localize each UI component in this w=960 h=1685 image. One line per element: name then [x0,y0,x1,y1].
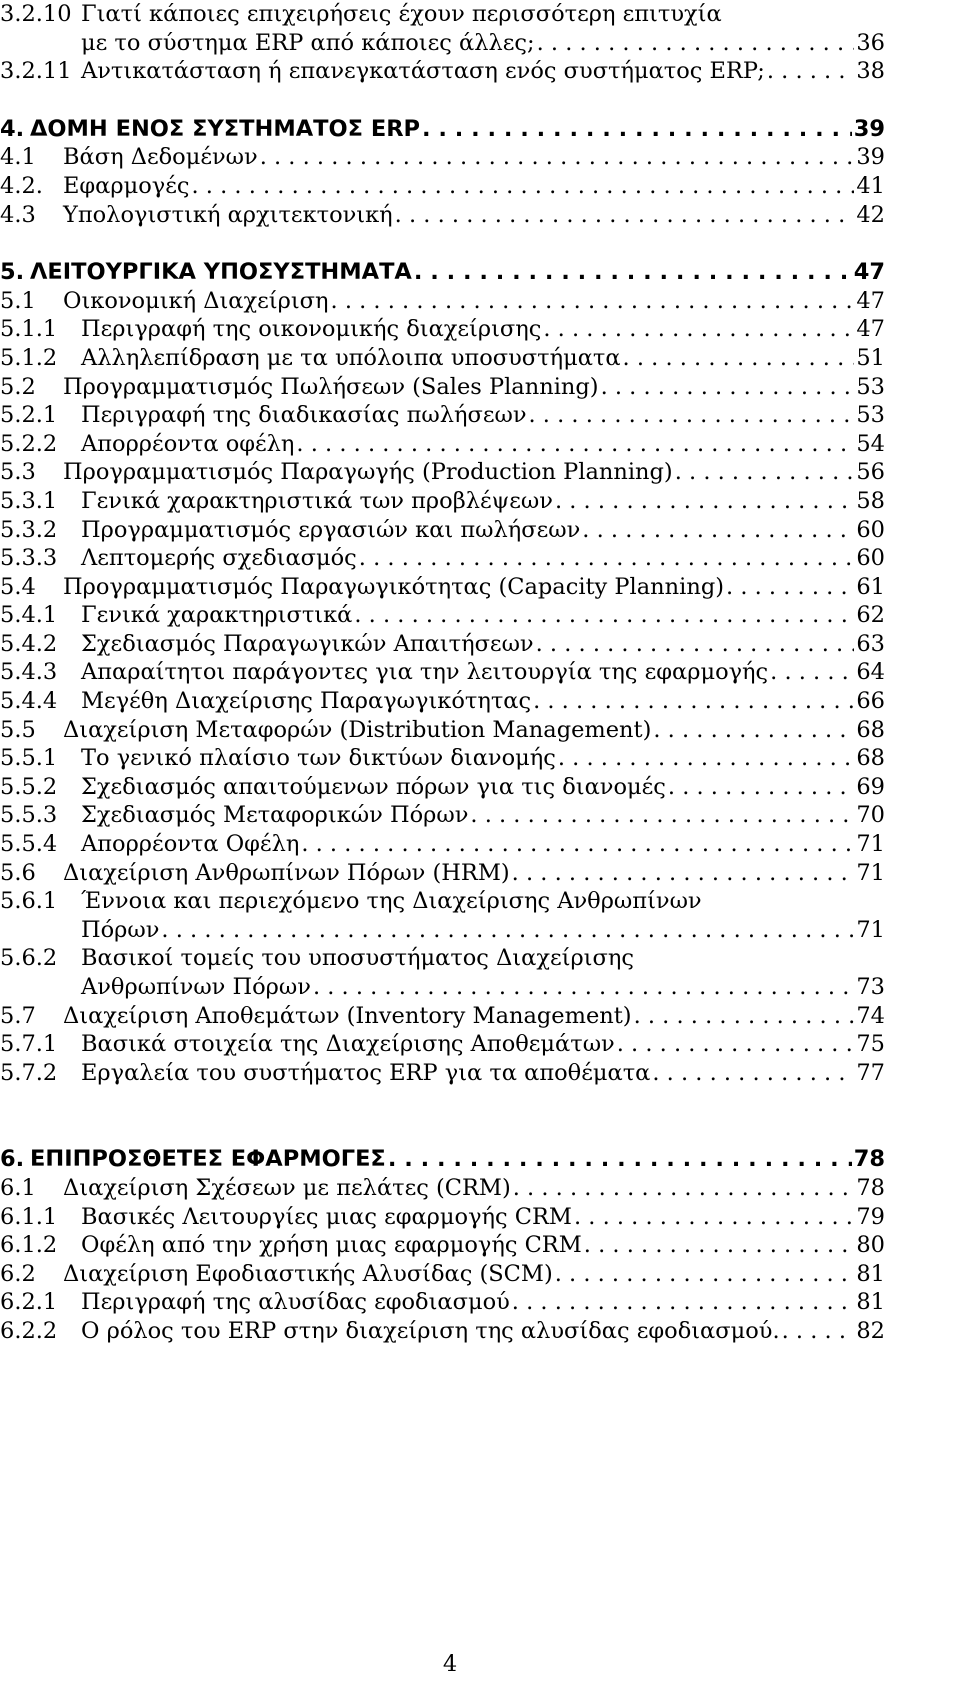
dot-leader [582,516,854,545]
toc-entry-number: 5.6.1 [0,888,58,915]
toc-entry-page: 58 [856,487,885,514]
toc-entry-title: Το γενικό πλαίσιο των δικτύων διανομής [81,745,556,772]
toc-entry-title: Λεπτομερής σχεδιασμός [81,545,357,572]
toc-entry-number: 5.1.2 [0,344,58,371]
toc-entry[interactable] [0,1317,885,1346]
page-number: 4 [442,1651,458,1677]
toc-entry-title: Προγραμματισμός εργασιών και πωλήσεων [81,516,581,543]
toc-entry-number: 6.1.1 [0,1203,58,1230]
toc-entry-title: Ο ρόλος του ERP στην διαχείριση της αλυσίδας εφοδιασμού. [81,1317,780,1344]
toc-entry-page: 47 [856,287,885,314]
toc-entry-page: 42 [856,201,885,228]
toc-entry-number: 5.4.3 [0,659,58,686]
toc-entry-number: 5.3 [0,459,36,486]
toc-entry[interactable] [0,1002,885,1031]
dot-leader [301,830,854,859]
toc-entry-page: 68 [856,716,885,743]
toc-entry-page: 47 [856,316,885,343]
toc-entry-title: ΛΕΙΤΟΥΡΓΙΚΑ ΥΠΟΣΥΣΤΗΜΑΤΑ [30,259,412,286]
toc-entry[interactable] [0,944,885,1001]
toc-chapter-entry[interactable] [0,115,885,144]
toc-entry[interactable] [0,516,885,545]
toc-entry[interactable] [0,1174,885,1203]
dot-leader [313,973,854,1002]
toc-entry[interactable] [0,315,885,344]
toc-entry-title: Περιγραφή της αλυσίδας εφοδιασμού [81,1289,510,1316]
toc-entry-page: 51 [856,344,885,371]
toc-entry-page: 62 [856,602,885,629]
toc-entry-title: Σχεδιασμός απαιτούμενων πόρων για τις διανομές [81,773,666,800]
toc-entry[interactable] [0,430,885,459]
toc-entry-page: 78 [856,1174,885,1201]
toc-entry[interactable] [0,344,885,373]
toc-entry-title: Περιγραφή της διαδικασίας πωλήσεων [81,402,527,429]
toc-entry-title: Γιατί κάποιες επιχειρήσεις έχουν περισσότερη επιτυχία [81,1,722,27]
toc-entry-number: 4. [0,115,25,142]
toc-entry-number: 5.1 [0,287,36,314]
toc-entry-title: Γενικά χαρακτηριστικά [81,602,353,629]
toc-entry-page: 61 [856,573,885,600]
section-gap [0,229,960,258]
toc-entry[interactable] [0,544,885,573]
toc-entry[interactable] [0,887,885,944]
toc-entry-title: Διαχείριση Μεταφορών (Distribution Management) [63,716,652,743]
toc-entry-title: Μεγέθη Διαχείρισης Παραγωγικότητας [81,688,532,715]
dot-leader [512,1288,855,1317]
toc-entry-page: 81 [856,1289,885,1316]
dot-leader [414,258,852,287]
dot-leader [623,344,855,373]
toc-entry-title: Απορρέοντα Οφέλη [81,831,300,858]
toc-entry-title: Αλληλεπίδραση με τα υπόλοιπα υποσυστήματα [81,344,621,371]
dot-leader [537,29,855,58]
toc-entry[interactable] [0,401,885,430]
toc-entry-number: 5.5.1 [0,745,58,772]
dot-leader [533,687,854,716]
toc-entry-number: 5.6.2 [0,945,58,972]
toc-entry-number: 5.3.3 [0,545,58,572]
dot-leader [422,115,852,144]
dot-leader [388,1145,852,1174]
toc-entry-title: Εργαλεία του συστήματος ERP για τα αποθέματα [81,1059,651,1086]
toc-entry-title: ΕΠΙΠΡΟΣΘΕΤΕΣ ΕΦΑΡΜΟΓΕΣ [30,1146,386,1173]
toc-entry[interactable] [0,1231,885,1260]
toc-entry-page: 38 [856,58,885,85]
toc-entry-number: 5.5 [0,716,36,743]
toc-entry[interactable] [0,1059,885,1088]
toc-entry[interactable] [0,859,885,888]
toc-entry[interactable] [0,601,885,630]
toc-entry-page: 75 [856,1031,885,1058]
toc-entry-number: 6.2.1 [0,1289,58,1316]
dot-leader [543,315,854,344]
dot-leader [331,287,855,316]
dot-leader [675,458,855,487]
toc-entry-number: 6. [0,1146,25,1173]
toc-entry-number: 6.1.2 [0,1232,58,1259]
toc-entry-page: 71 [856,916,885,943]
toc-entry-number: 5.4.4 [0,688,58,715]
toc-entry-page: 66 [856,688,885,715]
toc-entry-title: Απαραίτητοι παράγοντες για την λειτουργία της εφαρμογής [81,659,769,686]
toc-entry-page: 77 [856,1059,885,1086]
toc-entry-page: 60 [856,545,885,572]
toc-entry-number: 5.4.1 [0,602,58,629]
toc-entry-number: 3.2.11 [0,58,72,85]
toc-entry-number: 5.1.1 [0,316,58,343]
toc-entry-number: 4.2. [0,172,43,199]
toc-entry-title: Διαχείριση Σχέσεων με πελάτες (CRM) [63,1174,511,1201]
toc-entry[interactable] [0,630,885,659]
dot-leader [470,801,854,830]
toc-entry-title: Προγραμματισμός Παραγωγικότητας (Capacity Planning) [63,573,725,600]
toc-entry[interactable] [0,172,885,201]
toc-entry-page: 53 [856,373,885,400]
dot-leader [513,1174,855,1203]
toc-entry-number: 5.7 [0,1002,36,1029]
toc-entry[interactable] [0,716,885,745]
dot-leader [653,716,854,745]
toc-entry[interactable] [0,1203,885,1232]
toc-entry-number: 5.5.3 [0,802,58,829]
toc-entry[interactable] [0,687,885,716]
toc-entry-title: Οφέλη από την χρήση μιας εφαρμογής CRM [81,1232,582,1259]
toc-entry-title: Διαχείριση Εφοδιαστικής Αλυσίδας (SCM) [63,1260,553,1287]
toc-entry-page: 70 [856,802,885,829]
toc-entry[interactable] [0,801,885,830]
toc-entry-number: 5.5.2 [0,773,58,800]
section-gap [0,1116,960,1145]
toc-entry-page: 71 [856,831,885,858]
dot-leader [770,658,854,687]
toc-entry-title: Βασικές Λειτουργίες μιας εφαρμογής CRM [81,1203,572,1230]
toc-entry-title: Προγραμματισμός Πωλήσεων (Sales Planning) [63,373,599,400]
toc-entry-number: 4.1 [0,144,36,171]
toc-entry-title: Διαχείριση Ανθρωπίνων Πόρων (HRM) [63,859,510,886]
toc-entry-page: 53 [856,402,885,429]
toc-entry-title: Σχεδιασμός Μεταφορικών Πόρων [81,802,469,829]
dot-leader [584,1231,855,1260]
dot-leader [652,1059,854,1088]
toc-entry[interactable] [0,573,885,602]
toc-entry[interactable] [0,287,885,316]
toc-entry[interactable] [0,830,885,859]
toc-entry-title: Υπολογιστική αρχιτεκτονική [63,201,393,228]
dot-leader [634,1002,855,1031]
toc-entry-page: 63 [856,630,885,657]
toc-entry-number: 5.3.2 [0,516,58,543]
toc-entry-page: 64 [856,659,885,686]
toc-entry-page: 69 [856,773,885,800]
toc-entry-page: 68 [856,745,885,772]
toc-entry-number: 6.2.2 [0,1317,58,1344]
toc-entry[interactable] [0,143,885,172]
toc-entry[interactable] [0,744,885,773]
toc-entry[interactable] [0,201,885,230]
toc-entry-page: 47 [853,259,885,286]
dot-leader [191,172,854,201]
toc-entry-page: 39 [856,144,885,171]
toc-entry-title: Βασικοί τομείς του υποσυστήματος Διαχείρισης [81,945,634,972]
toc-entry-page: 81 [856,1260,885,1287]
toc-entry-title: ΔΟΜΗ ΕΝΟΣ ΣΥΣΤΗΜΑΤΟΣ ERP [30,115,421,142]
toc-entry-title-continued: με το σύστημα ERP από κάποιες άλλες; [81,29,535,56]
toc-entry-title-continued: Πόρων [81,916,160,943]
toc-entry-number: 4.3 [0,201,36,228]
toc-entry-page: 39 [853,115,885,142]
toc-entry[interactable] [0,1030,885,1059]
dot-leader [726,573,854,602]
toc-entry[interactable] [0,487,885,516]
dot-leader [536,630,855,659]
toc-entry-number: 5.5.4 [0,831,58,858]
toc-entry-number: 5.7.2 [0,1059,58,1086]
toc-entry-number: 6.1 [0,1174,36,1201]
dot-leader [395,201,855,230]
dot-leader [767,57,855,86]
dot-leader [555,487,854,516]
dot-leader [668,773,854,802]
toc-entry-title: Βασικά στοιχεία της Διαχείρισης Αποθεμάτων [81,1031,615,1058]
toc-entry-number: 6.2 [0,1260,36,1287]
toc-entry-number: 5.2 [0,373,36,400]
toc-entry[interactable] [0,458,885,487]
toc-entry-page: 60 [856,516,885,543]
toc-entry-page: 80 [856,1232,885,1259]
toc-entry-title: Σχεδιασμός Παραγωγικών Απαιτήσεων [81,630,534,657]
toc-entry-page: 36 [856,29,885,56]
toc-entry-title: Βάση Δεδομένων [63,144,258,171]
toc-entry[interactable] [0,57,885,86]
toc-entry-number: 5.4.2 [0,630,58,657]
toc-entry-title-continued: Ανθρωπίνων Πόρων [81,974,311,1000]
dot-leader [354,601,854,630]
dot-leader [161,916,854,945]
toc-entry-page: 71 [856,859,885,886]
toc-entry-number: 5.4 [0,573,36,600]
toc-entry-number: 5.2.1 [0,402,58,429]
toc-entry-page: 78 [853,1146,885,1173]
toc-entry-title: Απορρέοντα οφέλη [81,430,295,457]
toc-chapter-entry[interactable] [0,1145,885,1174]
dot-leader [555,1260,855,1289]
toc-entry-page: 56 [856,459,885,486]
toc-entry-page: 73 [856,974,885,1000]
dot-leader [512,859,855,888]
dot-leader [574,1203,854,1232]
toc-entry-title: Γενικά χαρακτηριστικά των προβλέψεων [81,487,553,514]
toc-entry-title: Έννοια και περιεχόμενο της Διαχείρισης Ανθρωπίνων [81,888,702,915]
dot-leader [617,1030,855,1059]
toc-entry-title: Περιγραφή της οικονομικής διαχείρισης [81,316,542,343]
toc-entry-number: 5.6 [0,859,36,886]
toc-entry[interactable] [0,0,885,57]
toc-entry-number: 5.2.2 [0,430,58,457]
toc-entry[interactable] [0,373,885,402]
dot-leader [558,744,854,773]
toc-chapter-entry[interactable] [0,258,885,287]
toc-entry[interactable] [0,1260,885,1289]
toc-entry-page: 54 [856,430,885,457]
dot-leader [601,373,855,402]
toc-entry-title: Αντικατάσταση ή επανεγκατάσταση ενός συστήματος ERP; [81,58,765,85]
toc-entry-number: 3.2.10 [0,1,72,27]
section-gap [0,1087,960,1116]
toc-entry-number: 5. [0,259,25,286]
toc-entry-title: Εφαρμογές [63,172,190,199]
section-gap [0,86,960,115]
toc-entry[interactable] [0,1288,885,1317]
toc-entry[interactable] [0,658,885,687]
toc-entry[interactable] [0,773,885,802]
toc-entry-number: 5.7.1 [0,1031,58,1058]
toc-entry-page: 41 [856,172,885,199]
dot-leader [529,401,855,430]
dot-leader [782,1317,855,1346]
dot-leader [296,430,854,459]
toc-entry-page: 82 [856,1317,885,1344]
toc-entry-number: 5.3.1 [0,487,58,514]
toc-entry-title: Προγραμματισμός Παραγωγής (Production Planning) [63,459,673,486]
dot-leader [359,544,855,573]
dot-leader [260,143,855,172]
toc-entry-page: 79 [856,1203,885,1230]
toc-entry-title: Οικονομική Διαχείριση [63,287,329,314]
toc-entry-title: Διαχείριση Αποθεμάτων (Inventory Management) [63,1002,632,1029]
toc-entry-page: 74 [856,1002,885,1029]
